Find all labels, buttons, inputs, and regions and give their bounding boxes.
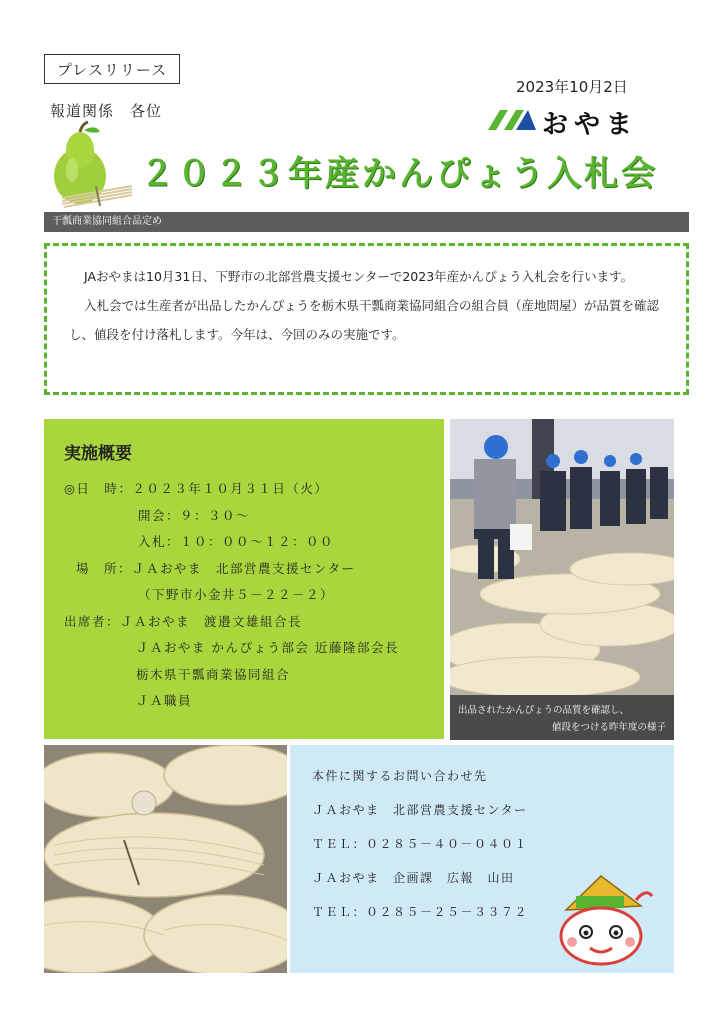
intro-box [44, 243, 689, 395]
press-release-label: プレスリリース [44, 54, 180, 84]
contact-center: ＪＡおやま 北部営農支援センター [312, 803, 528, 817]
address-line: （下野市小金井５－２２－２） [138, 587, 335, 602]
contact-dept: ＪＡおやま 企画課 広報 山田 [312, 871, 515, 885]
date-line: ◎日 時：２０２３年１０月３１日（火） [64, 481, 329, 496]
intro-paragraph-1: JAおやまは10月31日、下野市の北部営農支援センターで2023年産かんぴょう入札会を行います。 [84, 269, 634, 284]
open-time-line: 開会：９：３０～ [138, 507, 251, 523]
section-band: 干瓢商業協同組合品定め [44, 212, 689, 232]
recipient-line: 報道関係 各位 [50, 102, 163, 120]
page-title: ２０２３年産かんぴょう入札会 [140, 154, 658, 194]
caption-line-1: 出品されたかんぴょうの品質を確認し、 [458, 705, 630, 716]
summary-panel [44, 419, 444, 739]
mascot-icon [546, 870, 656, 970]
summary-title: 実施概要 [64, 444, 132, 464]
attendee-line-4: ＪＡ職員 [136, 693, 193, 708]
attendee-line: 出席者：ＪＡおやま 渡邉文雄組合長 [64, 613, 303, 629]
place-line: 場 所：ＪＡおやま 北部営農支援センター [76, 560, 356, 576]
contact-tel-2: ＴＥＬ：０２８５－２５－３３７２ [312, 905, 529, 919]
attendee-line-2: ＪＡおやま かんぴょう部会 近藤隆部会長 [136, 640, 399, 655]
kanpyo-photo [44, 745, 287, 973]
attendee-line-3: 栃木県干瓢商業協同組合 [136, 666, 291, 682]
org-name: おやま [542, 110, 639, 140]
bid-time-line: 入札：１０：００～１２：００ [138, 534, 335, 549]
release-date: 2023年10月2日 [516, 78, 628, 96]
caption-line-2: 値段をつける昨年度の様子 [551, 722, 666, 733]
photo-caption [450, 695, 674, 740]
contact-heading: 本件に関するお問い合わせ先 [312, 769, 488, 783]
auction-photo [450, 419, 674, 695]
intro-paragraph-2: 入札会では生産者が出品したかんぴょうを栃木県干瓢商業協同組合の組合員（産地問屋）が品質を確認し、値段を付け落札します。今年は、今回のみの実施です。 [69, 298, 660, 342]
pear-icon [40, 120, 140, 210]
contact-tel-1: ＴＥＬ：０２８５－４０－０４０１ [312, 837, 529, 851]
